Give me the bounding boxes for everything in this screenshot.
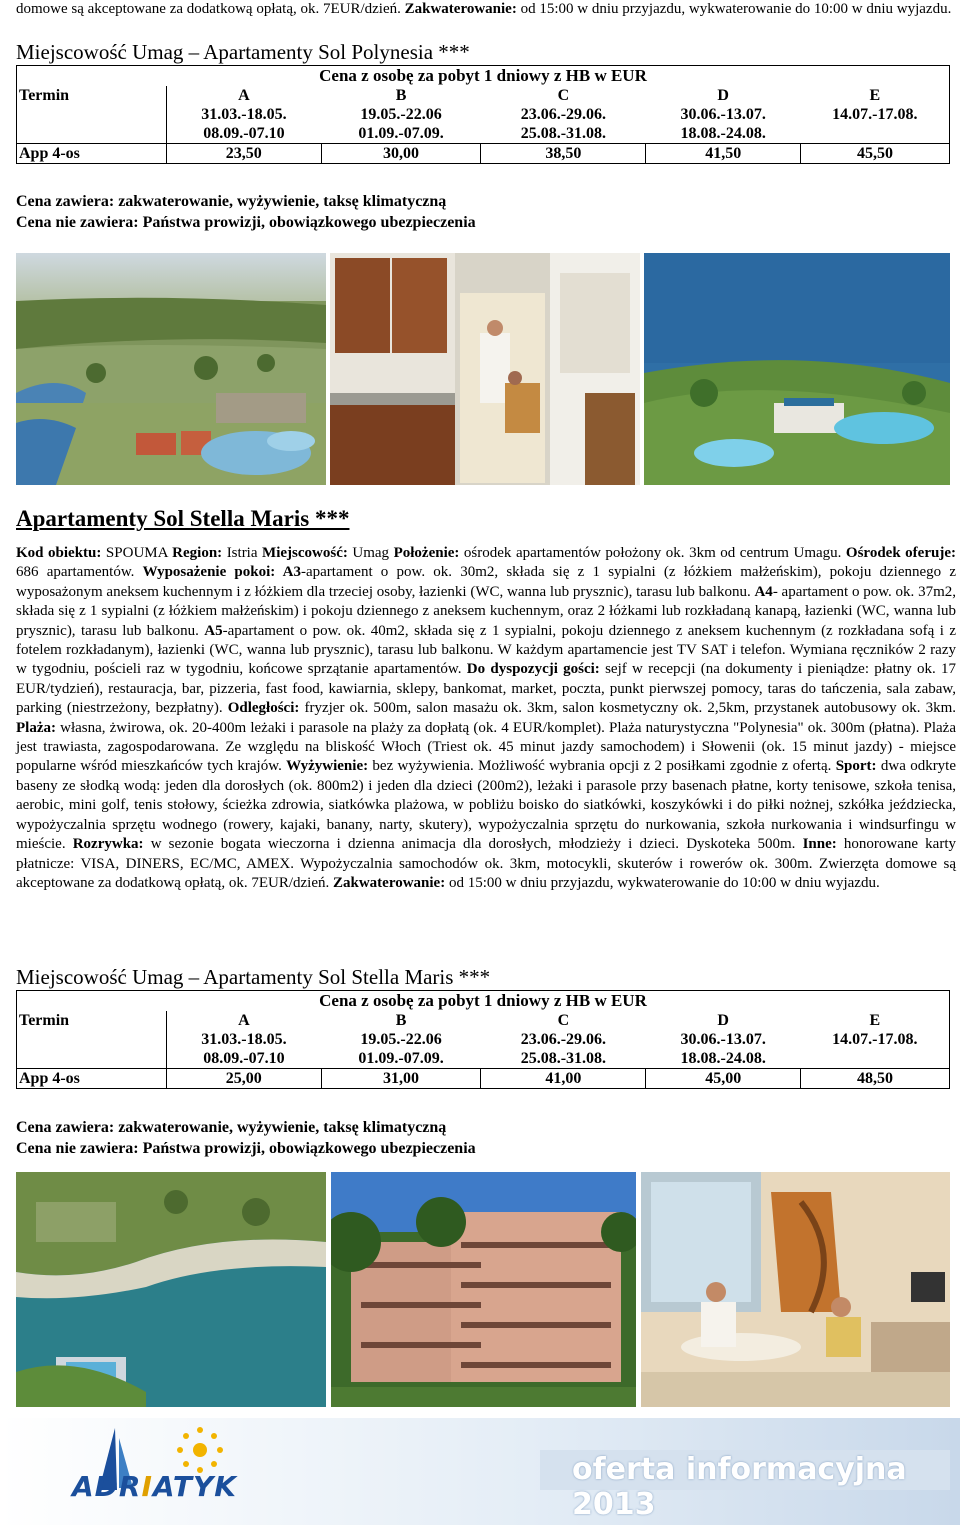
hotel-description: Kod obiektu: SPOUMA Region: Istria Miejscowość: Umag Położenie: ośrodek apartamentów położony ok. 3km od centrum Umagu. Ośrodek oferuje: 686 apartamentów. Wyposażenie pokoi: A3-apartament o pow. ok. 30m2, składa się z 1 sypialni (z łóżkiem małżeńskim), pokoju dziennego z wyposażonym aneksem kuchennym i z łóżkiem dla trzeciej osoby, łazienki (WC, wanna lub prysznic), tarasu lub balkonu. A4- apartament o pow. ok. 37m2, składa się z 1 sypialni (z łóżkiem małżeńskim) i pokoju dziennego z aneksem kuchennym, oraz 2 łóżkami lub rozkładaną kanapą, łazienki (WC, wanna lub prysznic), tarasu lub balkonu. A5-apartament o pow. ok. 40m2, składa się z 1 sypialni, pokoju dziennego z aneksem kuchennym (z rozkładana sofą i z fotelem rozkładanym), łazienki (WC, wanna lub prysznic), tarasu lub balkonu. W każdym apartamencie jest TV SAT i telefon. Wymiana ręczników 2 razy w tygodniu, pościeli raz w tygodniu, końcowe sprzątanie apartamentów. Do dyspozycji gości: sejf w recepcji (na dokumenty i pieniądze: płatny ok. 17 EUR/tydzień), restauracja, bar, pizzeria, fast food, kawiarnia, sklepy, bankomat, market, poczta, punkt pierwszej pomocy, taras do tańczenia, sala zabaw, parking (niestrzeżony, bezpłatny). Odległości: fryzjer ok. 500m, salon masażu ok. 3km, salon kosmetyczny ok. 2,5km, przystanek autobusowy ok. 3km. Plaża: własna, żwirowa, ok. 20-400m leżaki i parasole na plaży za dopłatą (ok. 4 EUR/komplet). Plaża naturystyczna "Polynesia" ok. 300m (płatna). Plaża jest trawiasta, zagospodarowana. Ze względu na bliskość Włoch (Triest ok. 45 minut jazdy samochodem) i Słowenii (ok. 15 minut jazdy) - miejsce popularne wśród mieszkańców tych krajów. Wyżywienie: bez wyżywienia. Możliwość wybrania opcji z 2 posiłkami zgodnie z ofertą. Sport: dwa odkryte baseny ze słodką wodą: jeden dla dorosłych (ok. 800m2) i jeden dla dzieci (200m2), leżaki i parasole przy basenach płatne, korty tenisowe, szkoła tenisa, aerobic, mini golf, tenis stołowy, ścieżka zdrowia, siatkówka plażowa, w pobliżu boisko do siatkówki, koszykówki i do piłki nożnej, szkółka jeździecka, wypożyczalnia sprzętu wodnego (rowery, kajaki, banany, narty, skutery), wypożyczalnia sprzętu do nurkowania, szkoła nurkowania i windsurfingu w mieście. Rozrywka: w sezonie bogata wieczorna i dzienna animacja dla dorosłych, młodzieży i dzieci. Dyskoteka 500m. Inne: honorowane karty płatnicze: VISA, DINERS, EC/MC, AMEX. Wypożyczalnia samochodów ok. 3km, motocykli, skuterów i rowerów ok. 300m. Zwierzęta domowe są akceptowane za dodatkową opłatą, ok. 7EUR/dzień. Zakwaterowanie: od 15:00 w dniu przyjazdu, wykwaterowanie do 10:00 w dniu wyjazdu. [16, 545, 957, 891]
label: Plaża: [16, 719, 56, 736]
season-date: 19.05.-22.06 [360, 1031, 442, 1048]
price-cell: 45,50 [801, 144, 950, 164]
label: Inne: [802, 836, 837, 853]
season-date: 30.06.-13.07. [680, 1031, 766, 1048]
label: A5 [204, 622, 223, 639]
label: Ośrodek oferuje: [845, 545, 956, 561]
banner-text: oferta informacyjna 2013 [572, 1452, 907, 1522]
label: Rozrywka: [72, 836, 144, 853]
price-caption: Cena z osobę za pobyt 1 dniowy z HB w EUR [17, 991, 950, 1012]
season-date: 18.08.-24.08. [680, 125, 766, 142]
season-date: 01.09.-07.09. [358, 125, 444, 142]
season-date [801, 124, 950, 144]
apartment-interior-photo [641, 1172, 950, 1407]
season-date: 31.03.-18.05. [201, 106, 287, 123]
season-letter: E [801, 1011, 950, 1030]
adriatyk-logo: ADRIATYK [72, 1470, 237, 1503]
text-fragment: od 15:00 w dniu przyjazdu, wykwaterowanie do 10:00 w dniu wyjazdu. [516, 1, 952, 17]
polynesia-title: Miejscowość Umag – Apartamenty Sol Polynesia *** [16, 40, 470, 64]
price-includes: Cena zawiera: zakwaterowanie, wyżywienie, taksę klimatyczną [16, 1119, 447, 1136]
label: Do dyspozycji gości: [466, 661, 600, 678]
season-date: 31.03.-18.05. [201, 1031, 287, 1048]
pool-seaside-photo [644, 253, 950, 485]
season-date [801, 1049, 950, 1069]
season-letter: A [238, 87, 250, 104]
termin-label: Termin [17, 86, 167, 144]
season-letter: A [238, 1012, 250, 1029]
aerial-coast-photo [16, 1172, 326, 1407]
price-cell: 23,50 [166, 144, 321, 164]
top-continuation-text [16, 0, 956, 18]
section-title: Apartamenty Sol Stella Maris *** [16, 506, 350, 531]
season-letter: C [557, 1012, 570, 1029]
price-cell: 30,00 [321, 144, 481, 164]
aerial-resort-photo [16, 253, 326, 485]
label: Sport: [835, 758, 877, 775]
price-cell: 41,00 [481, 1069, 646, 1089]
polynesia-price-table [16, 65, 950, 164]
season-date: 23.06.-29.06. [520, 1031, 607, 1048]
season-date: 25.08.-31.08. [520, 1050, 607, 1067]
stella-title: Miejscowość Umag – Apartamenty Sol Stella Maris *** [16, 965, 491, 989]
label: Zakwaterowanie: [332, 874, 446, 891]
season-date: 30.06.-13.07. [680, 106, 766, 123]
season-letter: E [801, 86, 950, 105]
label: Odległości: [227, 700, 300, 717]
season-date: 18.08.-24.08. [680, 1050, 766, 1067]
apartment-kitchen-photo [330, 253, 640, 485]
price-caption: Cena z osobę za pobyt 1 dniowy z HB w EUR [17, 66, 950, 87]
price-excludes: Cena nie zawiera: Państwa prowizji, obowiązkowego ubezpieczenia [16, 214, 476, 231]
price-excludes: Cena nie zawiera: Państwa prowizji, obowiązkowego ubezpieczenia [16, 1140, 476, 1157]
season-letter: D [717, 87, 729, 104]
season-letter: B [395, 87, 407, 104]
price-cell: 25,00 [166, 1069, 321, 1089]
label: Wyposażenie pokoi: [142, 564, 276, 581]
apartment-building-photo [331, 1172, 636, 1407]
price-cell: 38,50 [481, 144, 646, 164]
footer-banner [0, 1418, 960, 1525]
season-date: 14.07.-17.08. [801, 105, 950, 124]
row-label: App 4-os [17, 144, 167, 164]
price-includes: Cena zawiera: zakwaterowanie, wyżywienie, taksę klimatyczną [16, 193, 447, 210]
stella-price-table [16, 990, 950, 1089]
season-letter: C [557, 87, 570, 104]
label-zakwaterowanie: Zakwaterowanie: [404, 1, 517, 17]
label: Miejscowość: [262, 545, 348, 561]
season-date: 19.05.-22.06 [360, 106, 442, 123]
season-date: 01.09.-07.09. [358, 1050, 444, 1067]
text-fragment: domowe są akceptowane za dodatkową opłatą, ok. 7EUR/dzień. [16, 1, 405, 17]
price-cell: 45,00 [646, 1069, 801, 1089]
price-cell: 48,50 [801, 1069, 950, 1089]
label: Położenie: [393, 545, 460, 561]
label: Kod obiektu: [16, 545, 102, 561]
label: A3 [275, 564, 301, 581]
row-label: App 4-os [17, 1069, 167, 1089]
season-letter: B [395, 1012, 407, 1029]
termin-label: Termin [17, 1011, 167, 1069]
season-date: 08.09.-07.10 [203, 1050, 285, 1067]
price-cell: 31,00 [321, 1069, 481, 1089]
season-date: 25.08.-31.08. [520, 125, 607, 142]
season-date: 14.07.-17.08. [801, 1030, 950, 1049]
season-date: 23.06.-29.06. [520, 106, 607, 123]
label: Region: [172, 545, 223, 561]
label: Wyżywienie: [286, 758, 369, 775]
label: A4 [754, 583, 773, 600]
season-letter: D [717, 1012, 729, 1029]
season-date: 08.09.-07.10 [203, 125, 285, 142]
price-cell: 41,50 [646, 144, 801, 164]
